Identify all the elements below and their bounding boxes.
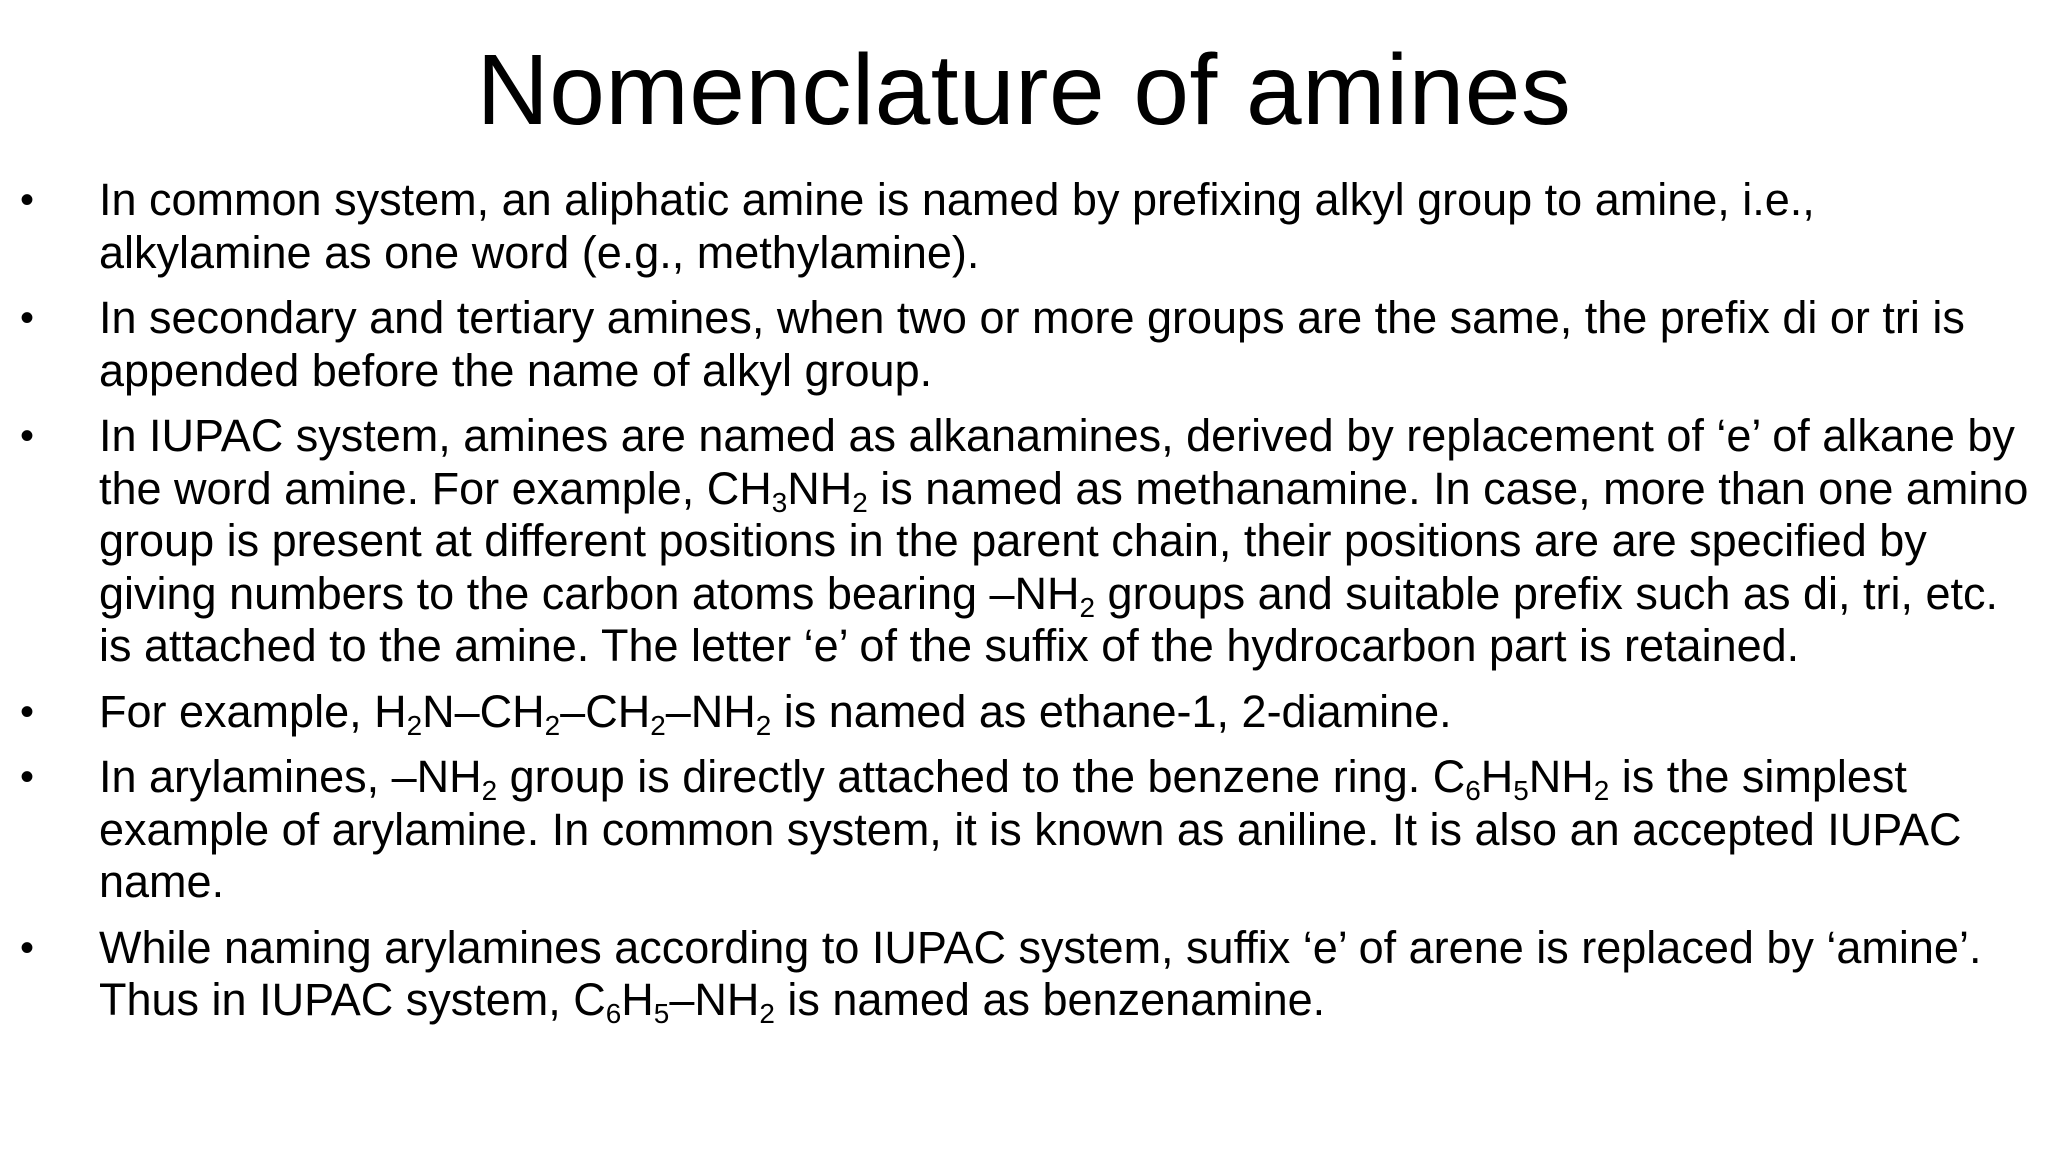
bullet-text: –NH [665,685,756,737]
bullet-text: In IUPAC system, amines are named as alkanamines, derived by replacement of ‘e’ of alkane by the word amine. For example, CH [99,410,2028,514]
subscript: 6 [605,997,622,1029]
subscript: 2 [1593,774,1610,806]
bullet-dot: • [20,178,35,222]
subscript: 5 [653,997,670,1029]
bullet-text: groups and suitable prefix such as di, tri, etc. is attached to the amine. The letter ‘e’ of the suffix of the hydrocarbon part is retained. [99,567,2011,671]
subscript: 2 [650,709,666,741]
bullet-item [20,922,2030,1027]
bullet-text: –NH [669,974,760,1025]
bullet-dot: • [20,925,35,970]
subscript: 2 [481,774,498,806]
bullet-text: In arylamines, –NH [99,751,482,802]
bullet-text: is named as benzenamine. [774,974,1326,1025]
subscript: 5 [1513,774,1529,806]
bullet-item [20,686,2030,739]
bullet-text: H [621,974,654,1025]
bullet-text: is named as methanamine. In case, more than one amino group is present at different positions in the parent chain, their positions are are specified by giving numbers to the carbon atoms bearing –NH [99,462,2041,619]
bullet-dot: • [20,414,35,458]
bullet-list [20,174,2041,1040]
bullet-text: group is directly attached to the benzene ring. C [497,751,1466,802]
subscript: 2 [544,709,561,741]
bullet-text: For example, H [99,685,407,737]
bullet-text: In common system, an aliphatic amine is named by prefixing alkyl group to amine, i.e., alkylamine as one word (e.g., methylamine). [99,174,1828,278]
bullet-item [20,410,2041,673]
bullet-text: is named as ethane-1, 2-diamine. [771,685,1452,737]
bullet-dot: • [20,296,35,340]
subscript: 2 [755,709,772,741]
bullet-dot: • [20,755,35,799]
bullet-text: –CH [560,685,651,737]
subscript: 2 [406,709,423,741]
subscript: 2 [852,486,868,518]
bullet-text: While naming arylamines according to IUPAC system, suffix ‘e’ of arene is replaced by ‘amine’. Thus in IUPAC system, C [99,921,1994,1025]
subscript: 3 [771,486,788,518]
bullet-text: N–CH [422,685,545,737]
bullet-dot: • [20,689,35,734]
bullet-text: NH [1528,751,1594,802]
bullet-text: In secondary and tertiary amines, when two or more groups are the same, the prefix di or tri is appended before the name of alkyl group. [99,292,1978,396]
bullet-text: H [1480,751,1514,802]
bullet-item [20,292,2030,397]
bullet-item [20,751,2030,909]
slide-title: Nomenclature of amines [476,34,1572,146]
subscript: 6 [1465,774,1481,806]
bullet-item [20,174,2030,279]
subscript: 2 [1079,591,1096,623]
bullet-text: is the simplest example of arylamine. In common system, it is known as aniline. It is also an accepted IUPAC name. [99,751,1974,907]
subscript: 2 [759,997,775,1029]
bullet-text: NH [787,462,853,514]
